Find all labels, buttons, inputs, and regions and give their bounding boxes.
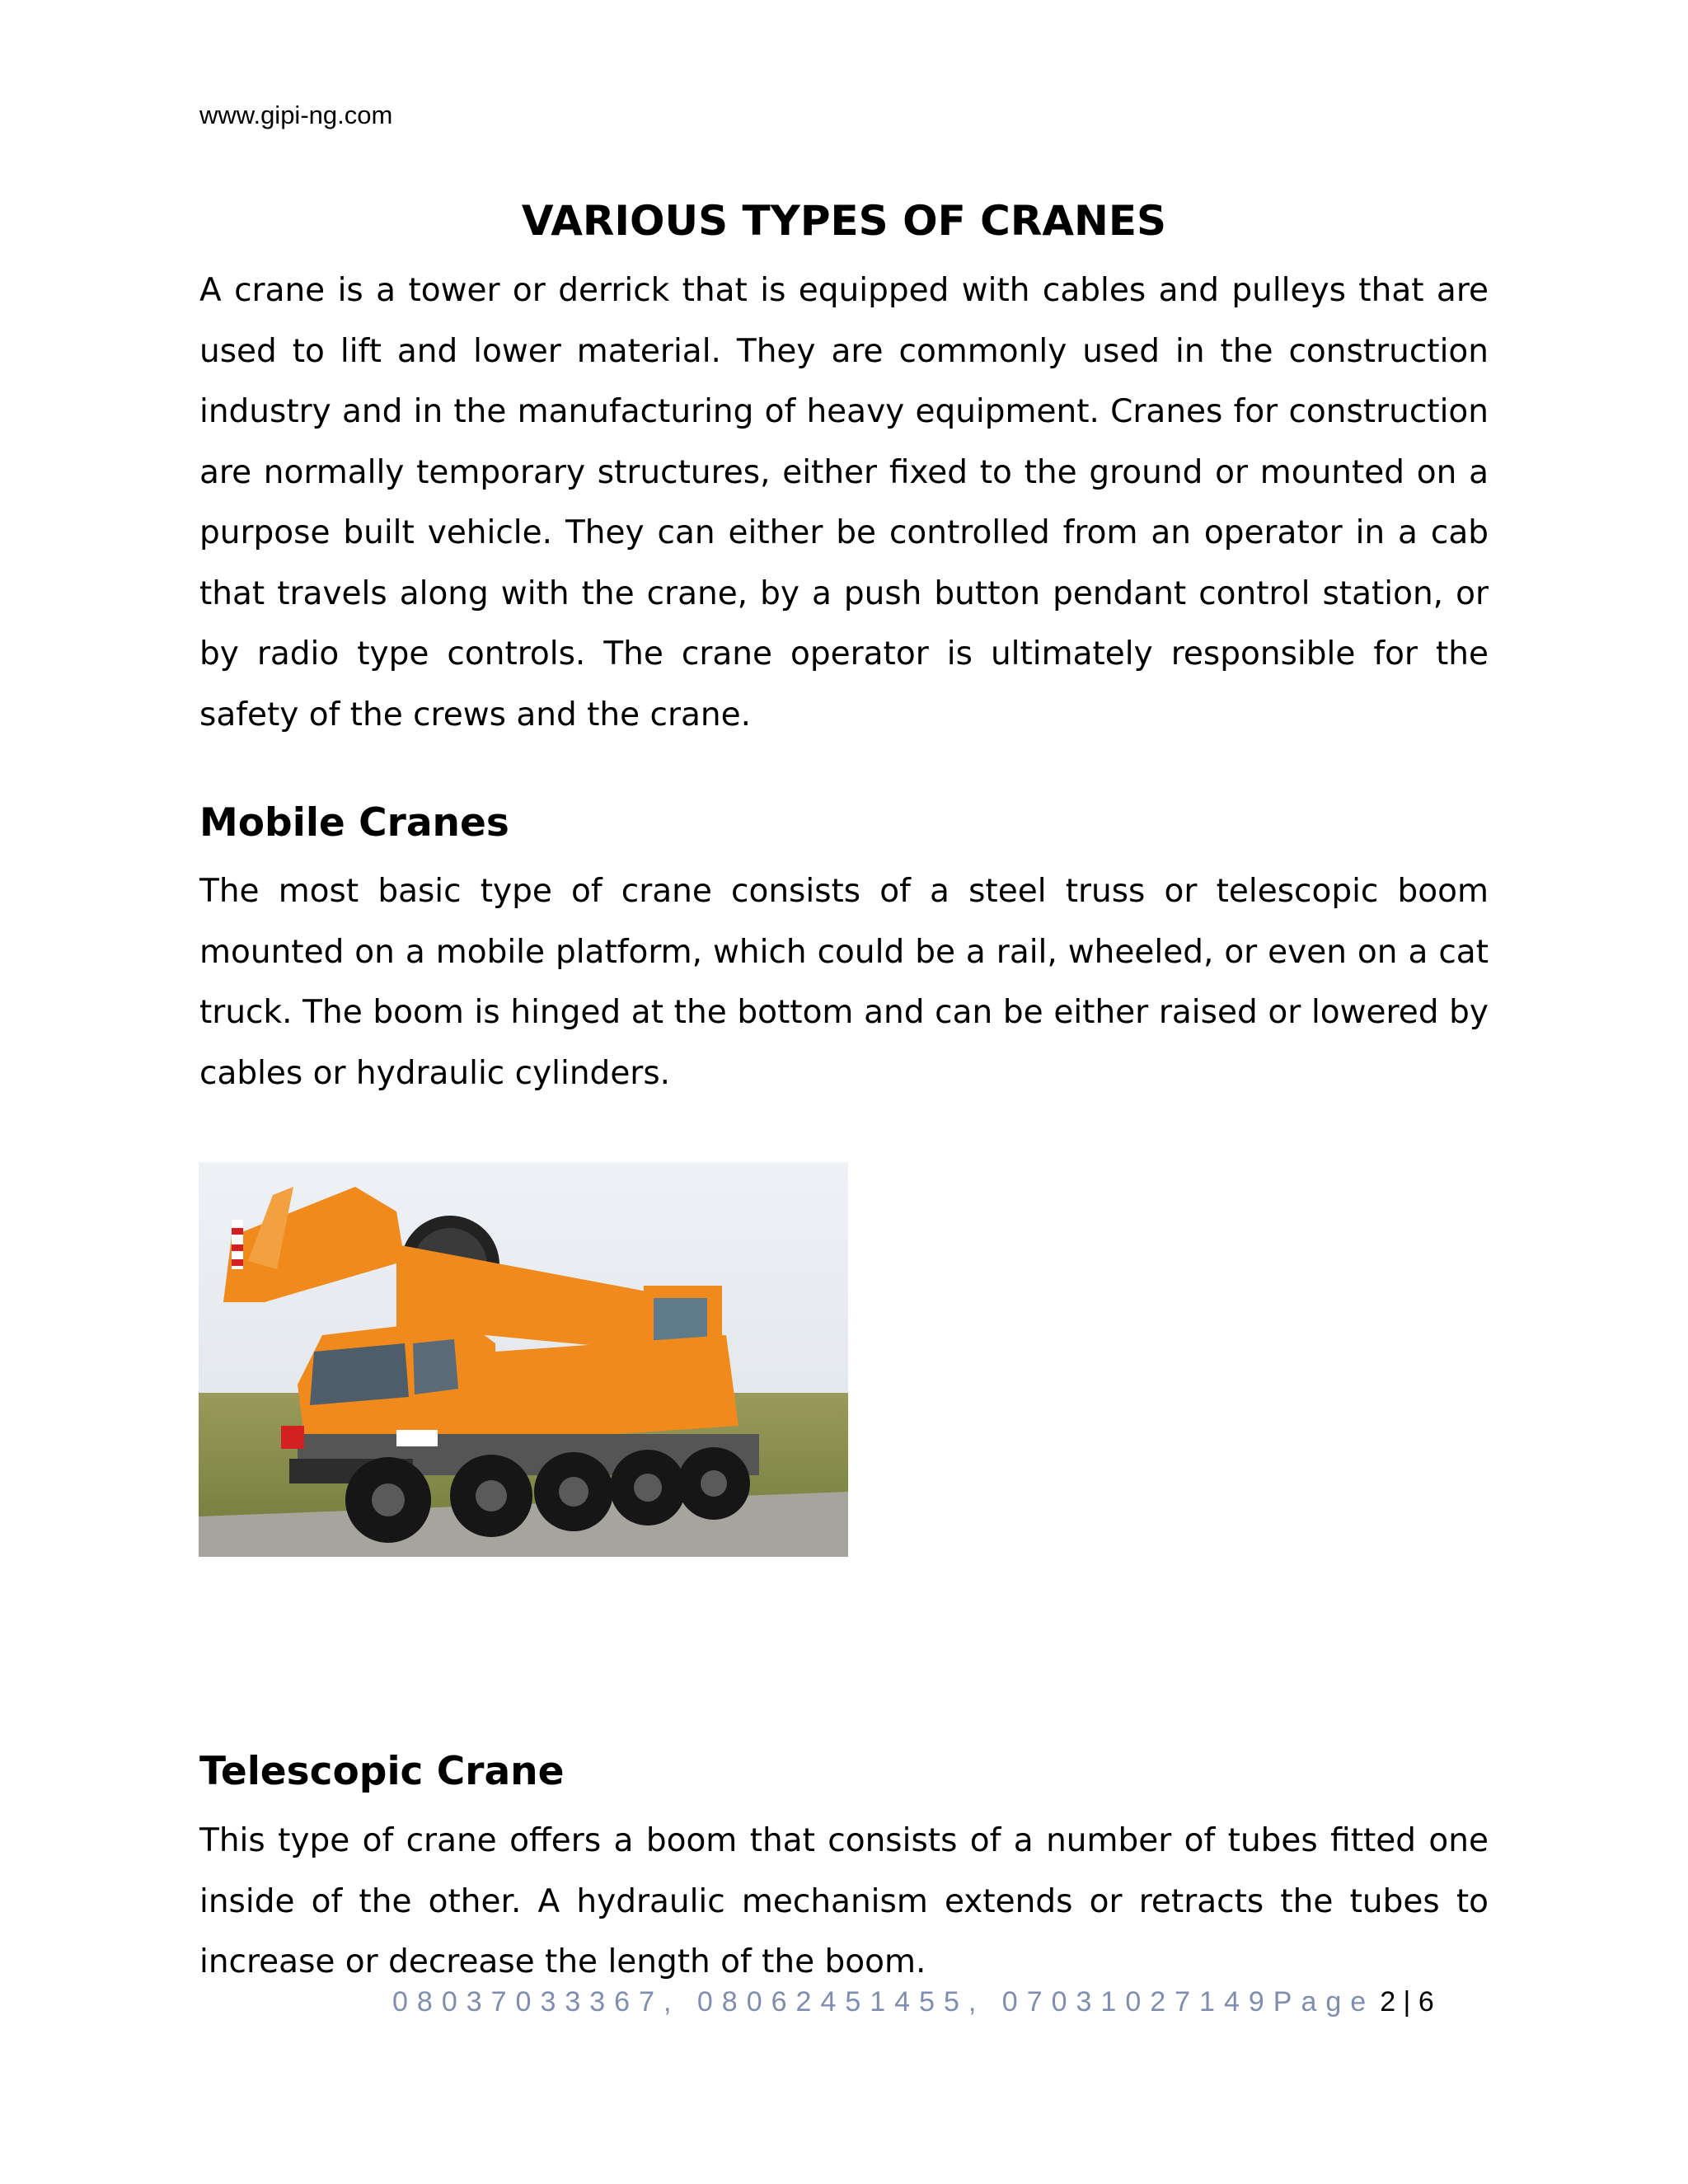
section-heading-telescopic-crane: Telescopic Crane xyxy=(199,1749,565,1794)
page-footer xyxy=(392,1986,1434,2018)
page-title: VARIOUS TYPES OF CRANES xyxy=(521,197,1167,245)
footer-page-number: 2 | 6 xyxy=(1380,1986,1434,2018)
telescopic-crane-paragraph: This type of crane offers a boom that consists of a number of tubes fitted one inside of the other. A hydraulic mechanism extends or retracts the tubes to increase or decrease the length of the boom. xyxy=(199,1822,1489,1980)
site-url: www.gipi-ng.com xyxy=(199,101,393,129)
mobile-cranes-paragraph: The most basic type of crane consists of a steel truss or telescopic boom mounted on a mobile platform, which could be a rail, wheeled, or even on a cat truck. The boom is hinged at the bottom and can be either raised or lowered by cables or hydraulic cylinders. xyxy=(199,873,1489,1092)
footer-phone-numbers: 08037033367, 08062451455, 07031027149Page xyxy=(392,1986,1376,2018)
section-heading-mobile-cranes: Mobile Cranes xyxy=(199,800,509,846)
intro-paragraph: A crane is a tower or derrick that is equipped with cables and pulleys that are used to lift and lower material. They are commonly used in the construction industry and in the manufacturing of heavy equipment. Cranes for construction are normally temporary structures, either fixed to the ground or mounted on a purpose built vehicle. They can either be controlled from an operator in a cab that travels along with the crane, by a push button pendant control station, or by radio type controls. The crane operator is ultimately responsible for the safety of the crews and the crane. xyxy=(199,272,1489,733)
mobile-crane-photo xyxy=(199,1162,848,1557)
